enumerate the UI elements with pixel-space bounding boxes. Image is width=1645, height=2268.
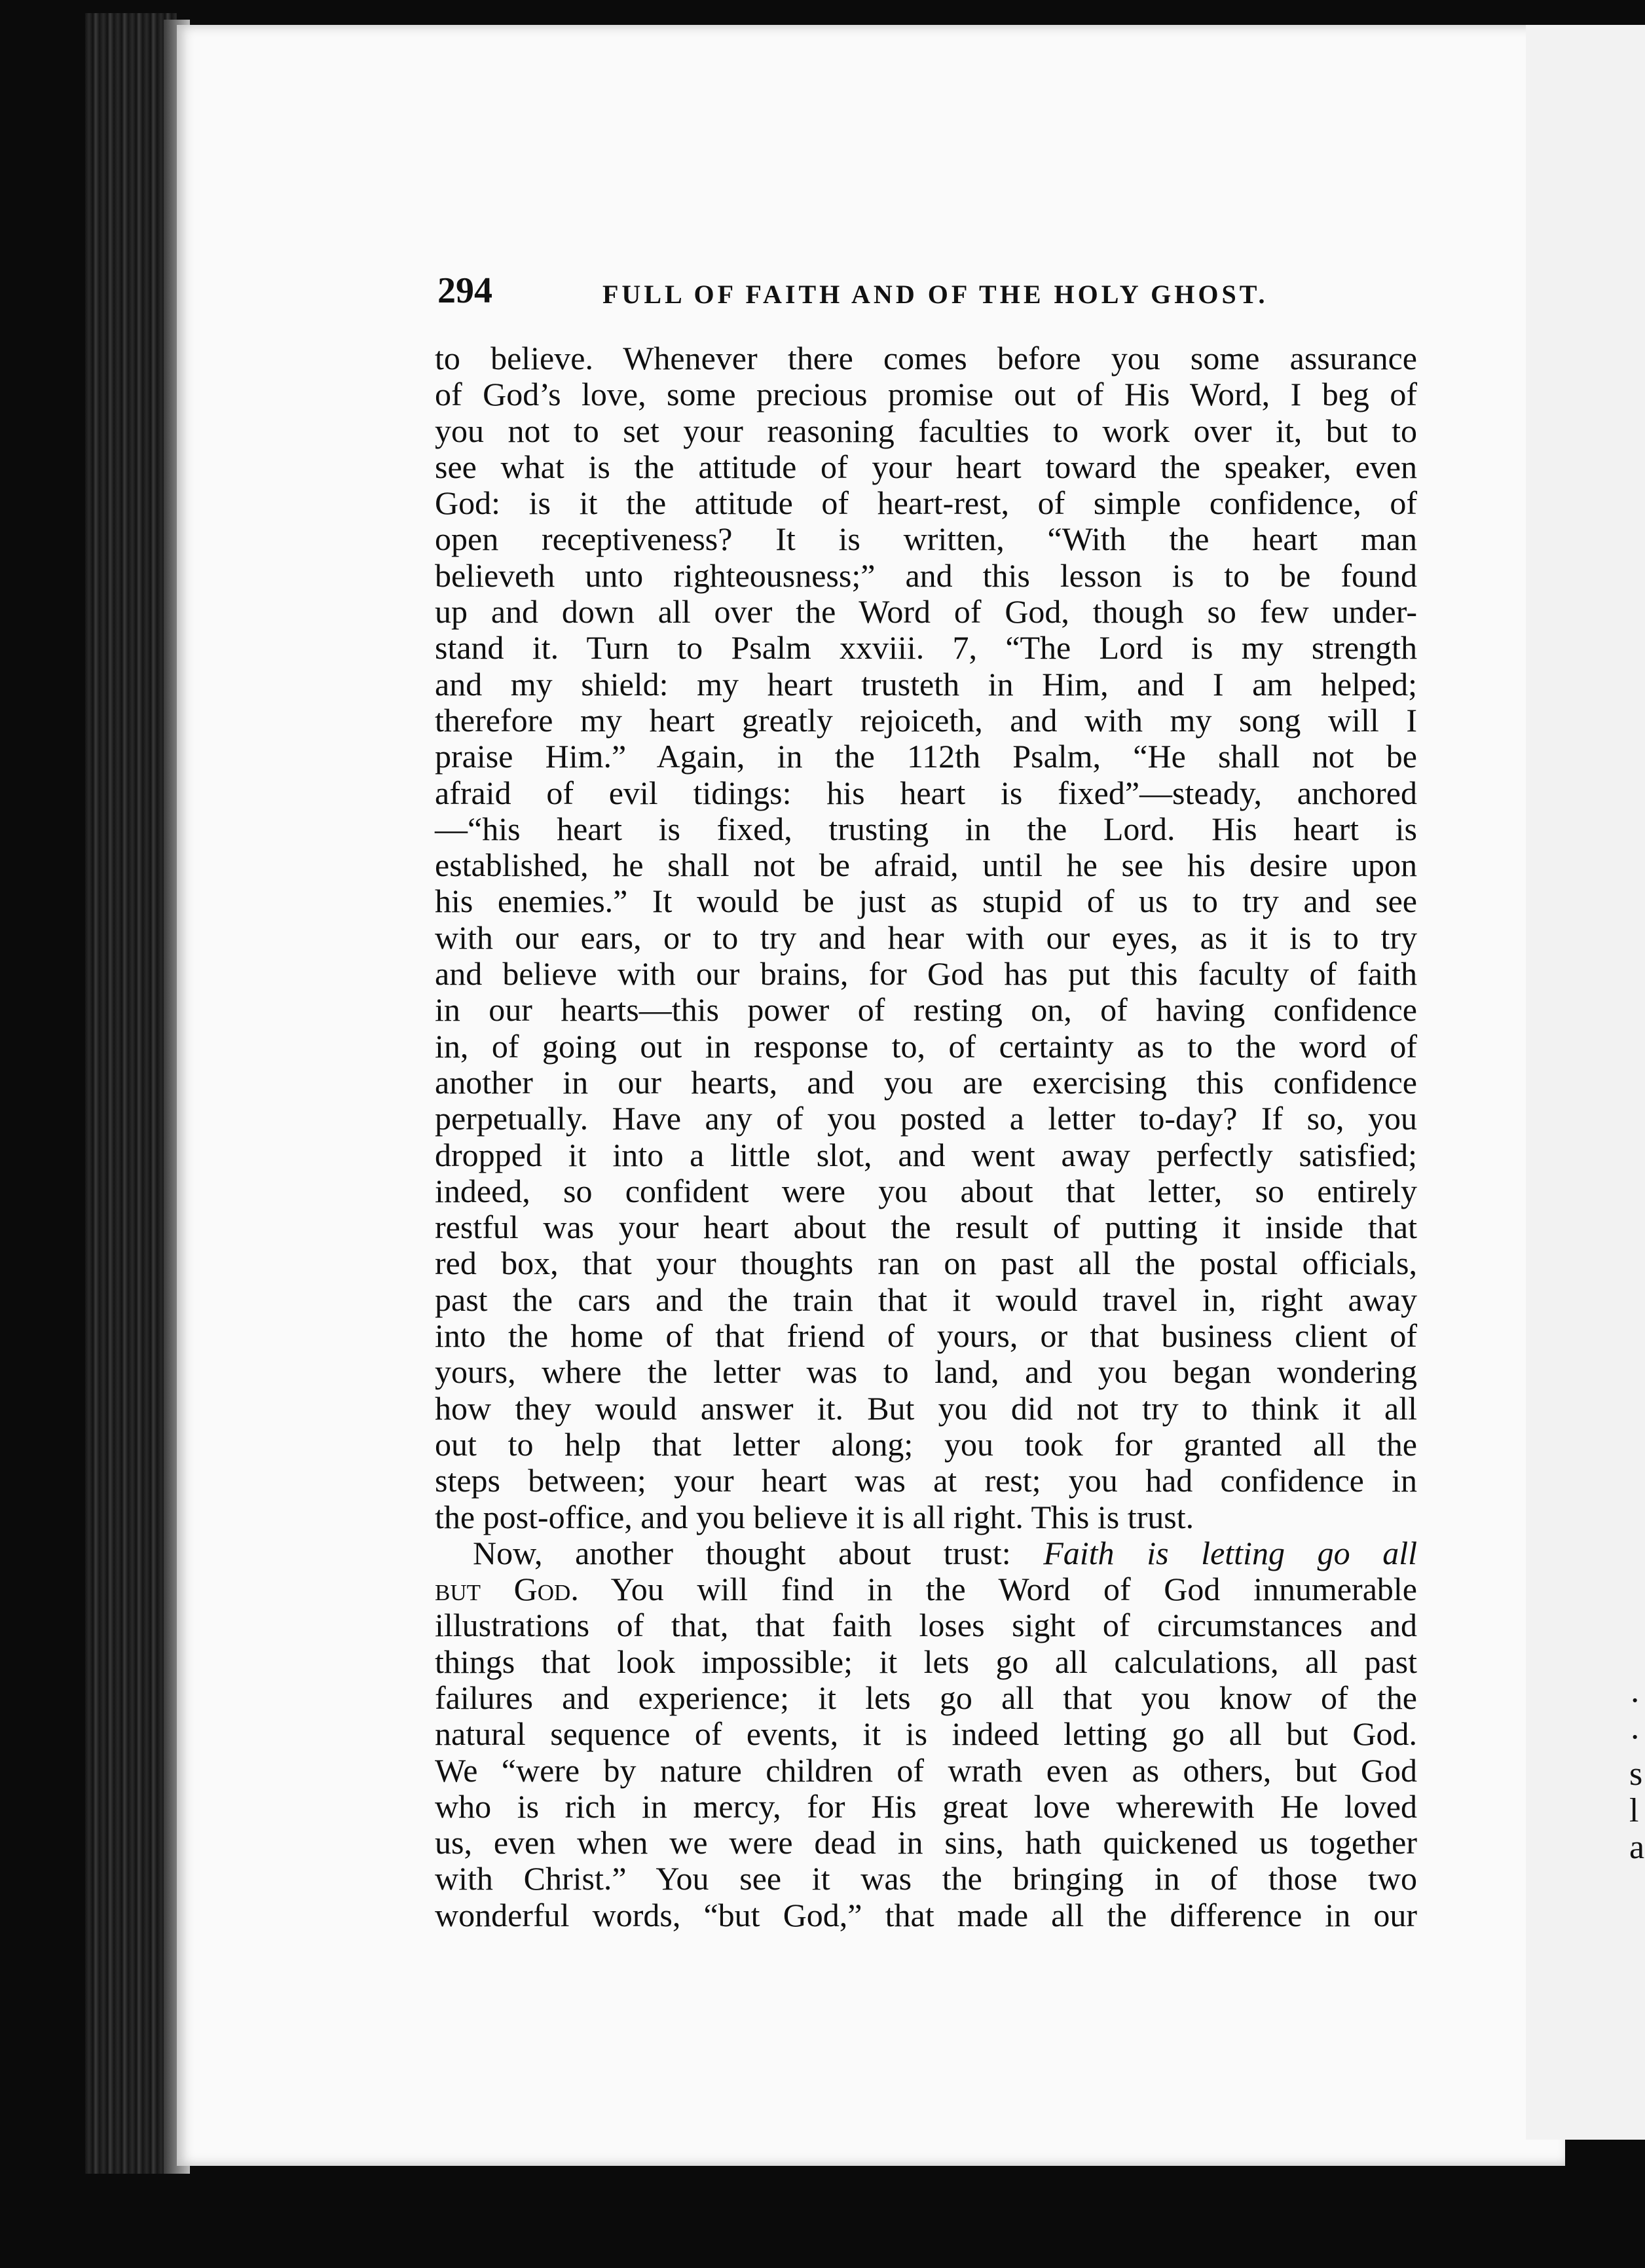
- text-line: in our hearts—this power of resting on, of having confidence: [435, 991, 1417, 1029]
- running-head: FULL OF FAITH AND OF THE HOLY GHOST.: [602, 280, 1268, 309]
- text-line: We “were by nature children of wrath even as others, but God: [435, 1751, 1417, 1789]
- facing-fragment: ·: [1629, 1682, 1641, 1719]
- paragraph-2-second-line: [435, 1571, 1417, 1607]
- page-number: 294: [437, 270, 492, 311]
- text-line: open receptiveness? It is written, “With the heart man: [435, 521, 1417, 558]
- facing-fragment: l: [1629, 1792, 1639, 1829]
- text-line: established, he shall not be afraid, until he see his desire upon: [435, 847, 1417, 884]
- text-line: with our ears, or to try and hear with our eyes, as it is to try: [435, 919, 1417, 956]
- text-line: praise Him.” Again, in the 112th Psalm, “He shall not be: [435, 738, 1417, 775]
- text-line: who is rich in mercy, for His great love wherewith He loved: [435, 1787, 1417, 1825]
- text-line: and my shield: my heart trusteth in Him, and I am helped;: [435, 665, 1417, 703]
- text-line: yours, where the letter was to land, and you began wondering: [435, 1353, 1417, 1391]
- text-line: us, even when we were dead in sins, hath quickened us together: [435, 1824, 1417, 1861]
- text-run: Now, another thought about trust:: [473, 1534, 1044, 1571]
- italic-emphasis: Faith is letting go all: [1043, 1534, 1417, 1571]
- text-line: past the cars and the train that it would travel in, right away: [435, 1281, 1417, 1318]
- facing-fragment: ·: [1629, 1719, 1641, 1756]
- text-line: dropped it into a little slot, and went away perfectly satisfied;: [435, 1136, 1417, 1173]
- text-line: his enemies.” It would be just as stupid of us to try and see: [435, 883, 1417, 920]
- text-line: out to help that letter along; you took for granted all the: [435, 1425, 1417, 1463]
- text-line: red box, that your thoughts ran on past all the postal officials,: [435, 1245, 1417, 1282]
- small-caps-text: but God.: [435, 1571, 579, 1608]
- text-line: believeth unto righteousness;” and this lesson is to be found: [435, 557, 1417, 594]
- body-text: [435, 340, 1417, 1933]
- text-line: indeed, so confident were you about that letter, so entirely: [435, 1172, 1417, 1209]
- text-line: in, of going out in response to, of certainty as to the word of: [435, 1027, 1417, 1065]
- text-line: —“his heart is fixed, trusting in the Lord. His heart is: [435, 810, 1417, 847]
- text-line: see what is the attitude of your heart toward the speaker, even: [435, 448, 1417, 485]
- text-line: stand it. Turn to Psalm xxviii. 7, “The Lord is my strength: [435, 629, 1417, 667]
- text-line: failures and experience; it lets go all that you know of the: [435, 1679, 1417, 1716]
- book-spine-edge: [85, 13, 177, 2174]
- text-line: God: is it the attitude of heart-rest, of simple confidence, of: [435, 485, 1417, 522]
- text-line: therefore my heart greatly rejoiceth, and with my song will I: [435, 701, 1417, 739]
- text-line: restful was your heart about the result of putting it inside that: [435, 1209, 1417, 1246]
- text-line: illustrations of that, that faith loses sight of circumstances and: [435, 1607, 1417, 1644]
- text-line: into the home of that friend of yours, or that business client of: [435, 1317, 1417, 1355]
- text-line: wonderful words, “but God,” that made all the difference in our: [435, 1896, 1417, 1933]
- text-line: natural sequence of events, it is indeed letting go all but God.: [435, 1715, 1417, 1753]
- text-line: how they would answer it. But you did not try to think it all: [435, 1389, 1417, 1427]
- text-line: with Christ.” You see it was the bringing in of those two: [435, 1860, 1417, 1897]
- text-line: another in our hearts, and you are exercising this confidence: [435, 1063, 1417, 1101]
- facing-page-edge: [1526, 25, 1645, 2140]
- text-line: to believe. Whenever there comes before you some assurance: [435, 340, 1417, 376]
- paragraph-2-first-line: [435, 1535, 1417, 1571]
- text-line: and believe with our brains, for God has put this faculty of faith: [435, 955, 1417, 993]
- page-header: [437, 270, 1273, 316]
- text-line: things that look impossible; it lets go all calculations, all past: [435, 1643, 1417, 1680]
- facing-fragment: a: [1629, 1829, 1645, 1866]
- text-run: You will find in the Word of God innumerable: [578, 1571, 1417, 1608]
- facing-page-fragments: [1629, 1683, 1645, 1866]
- text-line: perpetually. Have any of you posted a letter to-day? If so, you: [435, 1100, 1417, 1137]
- text-line: the post-office, and you believe it is all right. This is trust.: [435, 1498, 1194, 1535]
- text-line: afraid of evil tidings: his heart is fixed”—steady, anchored: [435, 774, 1417, 811]
- text-line: up and down all over the Word of God, though so few under-: [435, 593, 1417, 631]
- text-line: of God’s love, some precious promise out of His Word, I beg of: [435, 376, 1417, 413]
- text-line: steps between; your heart was at rest; you had confidence in: [435, 1462, 1417, 1499]
- facing-fragment: s: [1629, 1755, 1643, 1793]
- text-line: you not to set your reasoning faculties to work over it, but to: [435, 412, 1417, 449]
